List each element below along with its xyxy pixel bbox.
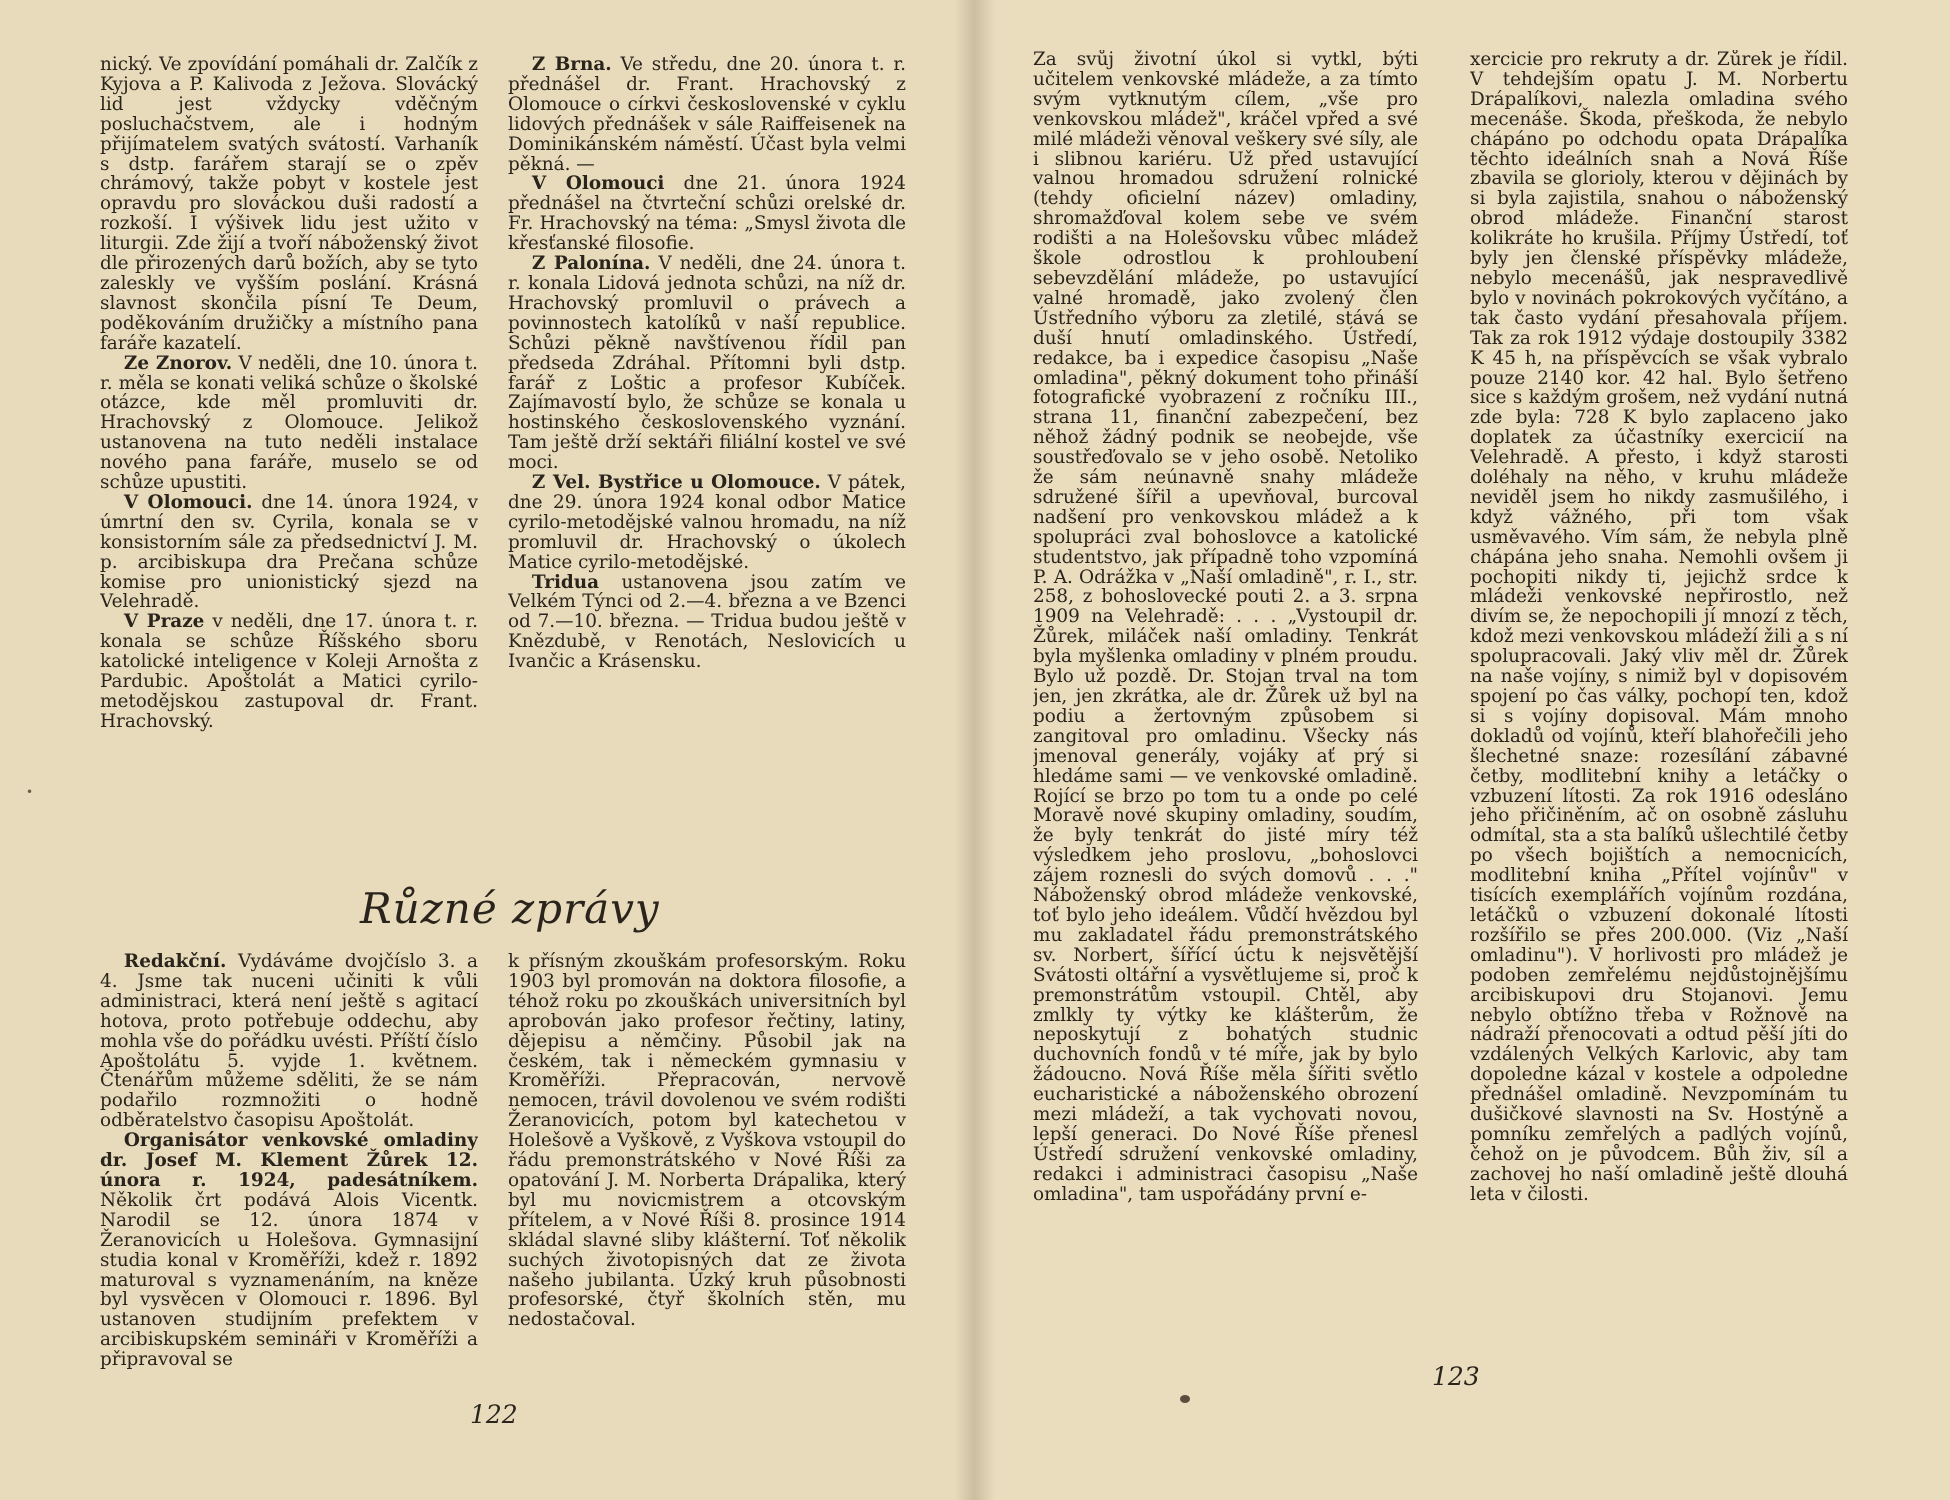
paragraph-text: Několik črt podává Alois Vicentk. Narodil se 12. února 1874 v Žeranovicích u Holešova. Gymnasijní studia konal v Kroměříži, kdež r. 1892 maturoval s vyznamenáním, na kněze byl vysvěcen v Olomouci r. 1896. Byl ustanoven studijním prefektem v arcibiskupském semináři v Kroměříži a připravoval se xyxy=(100,1189,478,1371)
paragraph-lead: Ze Znorov. xyxy=(123,352,233,374)
paragraph-lead: Triduа xyxy=(531,571,600,593)
right-column-2 xyxy=(1470,50,1848,1380)
paragraph xyxy=(508,254,906,473)
paragraph xyxy=(508,952,906,1330)
paragraph xyxy=(100,612,478,731)
paragraph xyxy=(508,174,906,254)
paragraph-lead: V Olomouci xyxy=(531,173,665,195)
paragraph-text: V neděli, dne 24. února t. r. konala Lidová jednota schůzi, na níž dr. Hrachovský promluvil o právech a povinnostech katolíků v naší republice. Schůzi pěkně navštívenou řídil pan předseda Zdráhal. Přítomni byli dstp. farář z Loštic a profesor Kubíček. Zajímavostí bylo, že schůze se konala u hostinského československého vyznání. Tam ještě drží sektáři filiální kostel ve své moci. xyxy=(508,253,906,474)
paragraph-text: Ve středu, dne 20. února t. r. přednášel dr. Frant. Hrachovský z Olomouce o církvi československé v cyklu lidových přednášek v sále Raiffeisenek na Dominikánském náměstí. Účast byla velmi pěkná. — xyxy=(508,55,906,175)
section-heading: Různé zprávy xyxy=(360,884,660,933)
book-gutter-shadow xyxy=(955,0,995,1500)
paragraph xyxy=(508,573,906,673)
paragraph-lead: V Olomouci. xyxy=(123,491,253,513)
left-column-4 xyxy=(508,952,906,1407)
paragraph-text: nický. Ve zpovídání pomáhali dr. Žalčík z Kyjova a P. Kalivoda z Ježova. Slovácký lid jest vždycky vděčným posluchačstvem, ale i hodným přijímatelem svatých svátostí. Varhaník s dstp. farářem starají se o zpěv chrámový, takže pobyt v kostele jest opravdu pro slováckou duši radostí a rozkoší. I výšivek lidu jest užito v liturgii. Zde žijí a tvoří náboženský život dle přirozených darů božích, aby se tyto zaleskly ve vyšším poslání. Krásná slavnost skončila písní Te Deum, poděkováním družičky a místního pana faráře kazatelí. xyxy=(100,55,478,354)
margin-mark: • xyxy=(26,785,34,799)
paragraph-lead: Organisátor venkovské omladiny dr. Josef M. Klement Žůrek 12. února r. 1924, padesátníkem. xyxy=(100,1130,478,1191)
page-number-right: 123 xyxy=(1432,1362,1480,1391)
paragraph-text: dne 14. února 1924, v úmrtní den sv. Cyrila, konala se v konsistorním sále za předsednictví J. M. p. arcibiskupa dra Prečana schůze komise pro unionistický sjezd na Velehradě. xyxy=(100,491,478,613)
paragraph-text: dne 21. února 1924 přednášel na čtvrteční schůzi orelské dr. Fr. Hrachovský na téma: „Smysl života dle křesťanské filosofie. xyxy=(508,173,906,255)
paragraph-text: v neděli, dne 17. února t. r. konala se schůze Říšského sboru katolické inteligence v Koleji Arnošta z Pardubic. Apoštolát a Matici cyrilo-metodějskou zastupoval dr. Frant. Hrachovský. xyxy=(100,611,478,732)
paragraph-text: Za svůj životní úkol si vytkl, býti učitelem venkovské mládeže, a za tímto svým vytknutým cílem, „vše pro venkovskou mládež", kráčel vpřed a své milé mládeži věnoval veškery své síly, ale i slibnou kariéru. Už před ustavující valnou hromadou sdružení rolnické (tehdy oficielní název) omladiny, shromažďoval kolem sebe ve svém rodišti a na Holešovsku vůbec mládež škole odrostlou k prohloubení sebevzdělání mládeže, po ustavující valné hromadě, jako zvolený člen Ústředního výboru za zletilé, stává se duší hnutí omladinského. Ústředí, redakce, ba i expedice časopisu „Naše omladina", pěkný dokument toho přináší fotografické vyobrazení z ročníku III., strana 11, finanční zabezpečení, bez něhož žádný podnik se neobejde, vše soustřeďovalo se v jeho osobě. Netoliko že sám neúnavně snahy mládeže sdružené šířil a upevňoval, burcoval nadšení pro venkovskou mládež a k spolupráci zval bohoslovce a katolické studentstvo, jak případně toho vzpomíná P. A. Odrážka v „Naší omladině", r. I., str. 258, z bohoslovecké pouti 2. a 3. srpna 1909 na Velehradě: . . . „Vystoupil dr. Žůrek, miláček naší omladiny. Tenkrát byla myšlenka omladiny v plném proudu. Bylo už pozdě. Dr. Stojan trval na tom jen, jen zkrátka, ale dr. Žůrek už byl na podiu a žertovným způsobem si zangitoval pro omladinu. Všecky nás jmenoval generály, vojáky ať prý si hledáme sami — ve venkovské omladině. Rojící se brzo po tom tu a onde po celé Moravě nové skupiny omladiny, soudím, že byly tenkrát do jisté míry též výsledkem jeho proslovu, „bohoslovci zájem roznesli do svých domovů . . ." Náboženský obrod mládeže venkovské, toť bylo jeho ideálem. Vůdčí hvězdou byl mu zakladatel řádu premonstrátského sv. Norbert, šířící úctu k nejsvětější Svátosti oltářní a vysvětlujeme si, proč k premonstrátům vstoupil. Chtěl, aby zmlkly ty výtky ke klášterům, že neposkytují z bohatých studnic duchovních fondů v té míře, jak by bylo žádoucno. Nová Říše měla šířiti světlo eucharistické a náboženského obrození mezi mládeží, a tak vychovati novou, lepší generaci. Do Nové Říše přenesl Ústředí sdružení venkovské omladiny, redakci i administraci časopisu „Naše omladina", tam uspořádány první e- xyxy=(1033,50,1418,1205)
left-column-1 xyxy=(100,55,478,835)
paragraph xyxy=(1033,50,1418,1205)
paragraph-lead: V Praze xyxy=(123,611,205,633)
paragraph-text: k přísným zkouškám profesorským. Roku 1903 byl promován na doktora filosofie, a téhož roku po zkouškách universitních byl aprobován jako profesor řečtiny, latiny, dějepisu a němčiny. Působil jak na českém, tak i německém gymnasiu v Kroměříži. Přepracován, nervově nemocen, trávil dovolenou ve svém rodišti Žeranovicích, potom byl katechetou v Holešově a Vyškově, z Vyškova vstoupil do řádu premonstrátského v Nové Říši za opatování J. M. Norberta Drápalika, který byl mu novicmistrem a otcovským přítelem, a v Nové Říši 8. prosince 1914 skládal slavné sliby klášterní. Toť několik suchých životopisných dat ze života našeho jubilanta. Úzký kruh působnosti profesorské, čtyř školních stěn, mu nedostačoval. xyxy=(508,952,906,1331)
paragraph xyxy=(100,493,478,612)
paragraph-lead: Z Palonína. xyxy=(531,253,651,275)
paragraph-text: V pátek, dne 29. února 1924 konal odbor Matice cyrilo-metodějské valnou hromadu, na níž promluvil dr. Hrachovský o úkolech Matice cyrilo-metodějské. xyxy=(508,472,906,573)
paragraph xyxy=(100,55,478,354)
paragraph xyxy=(100,952,478,1131)
left-column-2 xyxy=(508,55,906,835)
paragraph-text: ustanovena jsou zatím ve Velkém Týnci od 2.—4. března a ve Bzenci od 7.—10. března. — Tridua budou ještě v Knězdubě, v Renotách, Neslovicích u Ivančic a Krásensku. xyxy=(508,571,906,673)
paragraph-lead: Redakční. xyxy=(123,952,227,972)
left-column-3 xyxy=(100,952,478,1407)
paragraph-lead: Z Vel. Bystřice u Olomouce. xyxy=(531,472,821,494)
right-column-1 xyxy=(1033,50,1418,1350)
ink-dot xyxy=(1180,1395,1190,1403)
right-page xyxy=(975,0,1950,1500)
paragraph-text: Vydáváme dvojčíslo 3. a 4. Jsme tak nuceni učiniti k vůli administraci, která není ještě s agitací hotova, proto potřebuje oddechu, aby mohla vše do pořádku uvésti. Příští číslo Apoštolátu 5. vyjde 1. květnem. Čtenářům můžeme sděliti, že se nám podařilo rozmnožiti o hodně odběratelstvo časopisu Apoštolát. xyxy=(100,952,478,1132)
paragraph xyxy=(100,1131,478,1370)
paragraph xyxy=(508,473,906,573)
paragraph xyxy=(100,354,478,493)
paragraph-lead: Z Brna. xyxy=(531,55,612,75)
paragraph xyxy=(1470,50,1848,1205)
paragraph-text: xercicie pro rekruty a dr. Žůrek je řídil. V tehdejším opatu J. M. Norbertu Drápalíkovi, nalezla omladina svého mecenáše. Škoda, přeškoda, že nebylo chápáno po odchodu opata Drápalíka těchto ideálních snah a Nová Říše zbavila se glorioly, kterou v dějinách by si byla zajistila, snahou o náboženský obrod mládeže. Finanční starost kolikráte ho krušila. Příjmy Ústředí, toť byly jen členské příspěvky mládeže, nebylo mecenášů, jak nespravedlivě bylo v novinách pokrokových vyčítáno, a tak často vydání přesahovala příjem. Tak za rok 1912 výdaje dostoupily 3382 K 45 h, na příspěvcích se však vybralo pouze 2140 kor. 42 hal. Bylo šetřeno sice s každým grošem, než vydání nutná zde byla: 728 K bylo zaplaceno jako doplatek za účastníky exercicií na Velehradě. A přesto, i když starosti doléhaly na něho, v kruhu mládeže neviděl jsem ho nikdy zasmušilého, i když vážného, při tom však usměvavého. Vím sám, že nebyla plně chápána jeho snaha. Nemohli ovšem ji pochopiti nikdy ti, jejichž srdce k mládeži venkovské nepřirostlo, než divím se, že nepochopili jí mnozí z těch, kdož mezi venkovskou mládeží žili a s ní spolupracovali. Jaký vliv měl dr. Žůrek na naše vojíny, s nimiž byl v dopisovém spojení po čas války, pochopí ten, kdož si s vojíny dopisoval. Mám mnoho dokladů od vojínů, kteří blahořečili jeho šlechetné snaze: rozesílání zábavné četby, modlitební knihy a letáčky o vzbuzení lítosti. Za rok 1916 odesláno jeho přičiněním, ač on osobně zásluhu odmítal, sta a sta balíků ušlechtilé četby po všech bojištích a nemocnicích, modlitební kniha „Přítel vojínův" v tisících exemplářích vojínům rozdána, letáčků o vzbuzení dokonalé lítosti rozšířilo se přes 200.000. (Viz „Naší omladinu"). V horlivosti pro mládež je podoben zemřelému nejdůstojnějšímu arcibiskupovi dru Stojanovi. Jemu nebylo obtížno třeba v Rožnově na nádraží přenocovati a odtud pěší jíti do vzdálených Velkých Karlovic, aby tam dopoledne kázal v kostele a odpoledne přednášel omladině. Nevzpomínám tu dušičkové slavnosti na Sv. Hostýně a pomníku zemřelých a padlých vojínů, čehož on je původcem. Bůh živ, síl a zachovej ho naší omladině ještě dlouhá leta v čilosti. xyxy=(1470,50,1848,1205)
paragraph xyxy=(508,55,906,174)
page-number-left: 122 xyxy=(470,1400,518,1429)
paragraph-text: V neděli, dne 10. února t. r. měla se konati veliká schůze o školské otázce, kde měl promluviti dr. Hrachovský z Olomouce. Jelikož ustanovena na tuto neděli instalace nového pana faráře, muselo se od schůze upustiti. xyxy=(100,352,478,494)
